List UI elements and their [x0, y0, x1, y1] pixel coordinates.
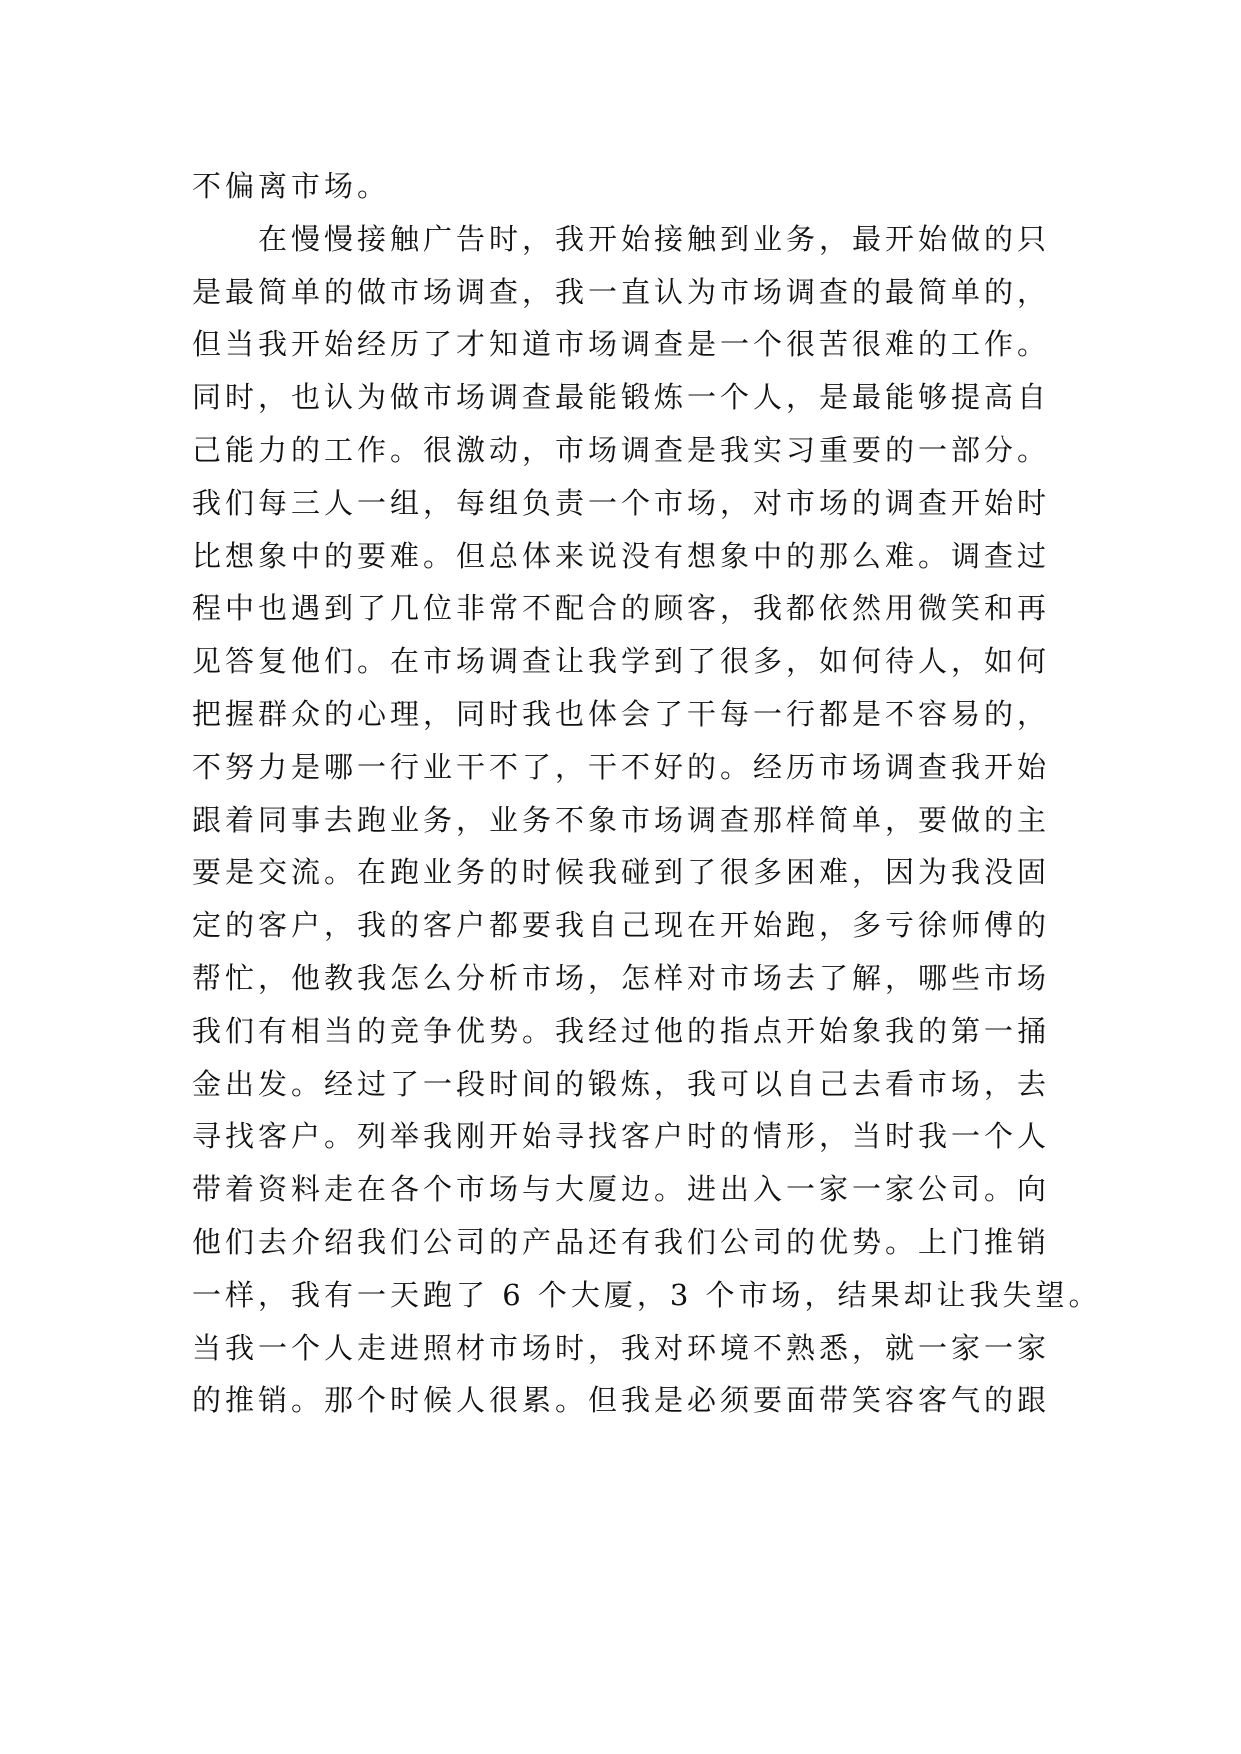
text-line: 在慢慢接触广告时，我开始接触到业务，最开始做的只: [192, 221, 1051, 256]
text-line: 他们去介绍我们公司的产品还有我们公司的优势。上门推销: [192, 1224, 1051, 1259]
text-line: 跟着同事去跑业务，业务不象市场调查那样简单，要做的主: [192, 802, 1051, 837]
text-line: 寻找客户。列举我刚开始寻找客户时的情形，当时我一个人: [192, 1119, 1051, 1154]
text-line: 带着资料走在各个市场与大厦边。进出入一家一家公司。向: [192, 1172, 1051, 1207]
text-line: 定的客户，我的客户都要我自己现在开始跑，多亏徐师傅的: [192, 908, 1051, 943]
text-line: 见答复他们。在市场调查让我学到了很多，如何待人，如何: [192, 644, 1051, 679]
text-line: 把握群众的心理，同时我也体会了干每一行都是不容易的，: [192, 696, 1051, 731]
text-line: 帮忙，他教我怎么分析市场，怎样对市场去了解，哪些市场: [192, 960, 1051, 995]
text-line: 我们每三人一组，每组负责一个市场，对市场的调查开始时: [192, 485, 1051, 520]
text-line: 但当我开始经历了才知道市场调查是一个很苦很难的工作。: [192, 327, 1051, 362]
text-line: 不偏离市场。: [192, 169, 391, 203]
text-line: 不努力是哪一行业干不了，干不好的。经历市场调查我开始: [192, 749, 1051, 784]
text-line: 当我一个人走进照材市场时，我对环境不熟悉，就一家一家: [192, 1330, 1051, 1365]
body-text: [192, 160, 1102, 1427]
text-line: 一样，我有一天跑了 6 个大厦，3 个市场，结果却让我失望。: [192, 1277, 1102, 1312]
text-line: 己能力的工作。很激动，市场调查是我实习重要的一部分。: [192, 432, 1051, 467]
text-line: 程中也遇到了几位非常不配合的顾客，我都依然用微笑和再: [192, 591, 1051, 626]
text-line: 我们有相当的竞争优势。我经过他的指点开始象我的第一捅: [192, 1013, 1051, 1048]
text-line: 的推销。那个时候人很累。但我是必须要面带笑容客气的跟: [192, 1383, 1051, 1418]
text-line: 比想象中的要难。但总体来说没有想象中的那么难。调查过: [192, 538, 1051, 573]
text-line: 要是交流。在跑业务的时候我碰到了很多困难，因为我没固: [192, 855, 1051, 890]
text-line: 金出发。经过了一段时间的锻炼，我可以自己去看市场，去: [192, 1066, 1051, 1101]
text-line: 是最简单的做市场调查，我一直认为市场调查的最简单的，: [192, 274, 1051, 309]
text-line: 同时，也认为做市场调查最能锻炼一个人，是最能够提高自: [192, 380, 1051, 415]
